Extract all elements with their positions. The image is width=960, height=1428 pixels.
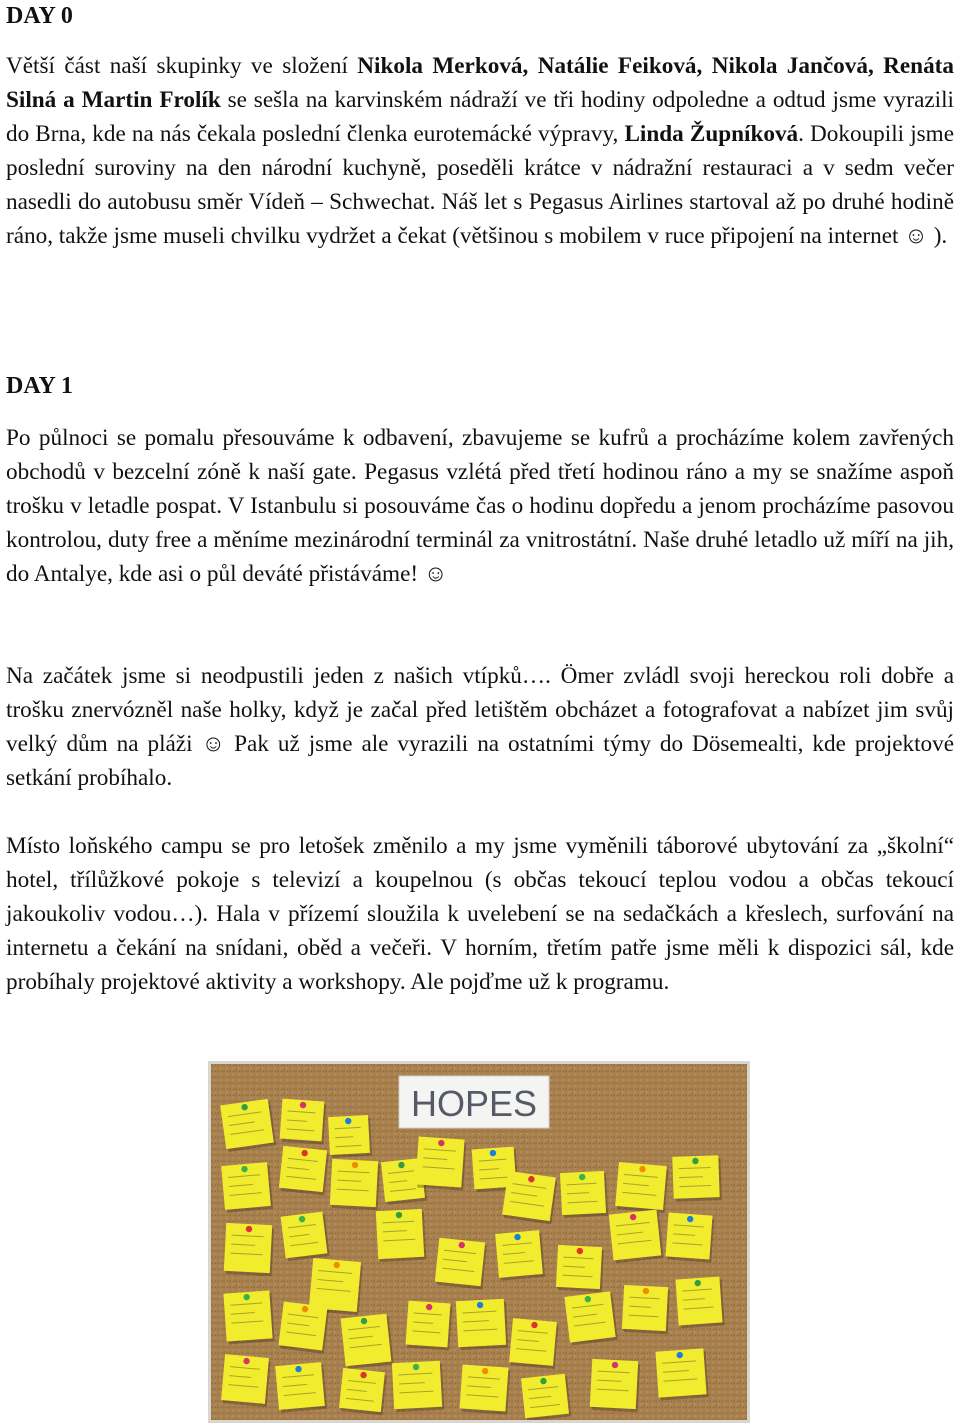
paragraph-text-run: se sešla na karvinském nádraží ve tři hodiny odpoledne a odtud jsme vyrazili do Brna, kde na nás čekala poslední členka eurotemácké výpravy,: [6, 87, 954, 147]
sticky-note: [521, 1374, 571, 1420]
hopes-sign-text: HOPES: [410, 1083, 538, 1124]
heading-day-1: DAY 1: [6, 373, 73, 399]
sticky-note: [221, 1162, 273, 1213]
paragraph-day1-1: Po půlnoci se pomalu přesouváme k odbavení, zbavujeme se kufrů a procházíme kolem zavřených obchodů v bezcelní zóně k naší gate. Pegasus vzlétá před třetí hodinou ráno a my se snažíme aspoň trošku v letadle pospat. V Istanbulu si posouváme čas o hodinu dopředu a jenom procházíme pasovou kontrolou, duty free a měníme mezinárodní terminál za vnitrostátní. Naše druhé letadlo už míří na jih, do Antalye, kde asi o půl deváté přistáváme! ☺: [6, 425, 954, 587]
sticky-note: [221, 1354, 271, 1407]
sticky-note: [609, 1209, 664, 1263]
sticky-note: [279, 1146, 329, 1196]
sticky-note: [675, 1276, 724, 1328]
sticky-note: [278, 1301, 329, 1353]
paragraph-text-run: Větší část naší skupinky ve složení: [6, 53, 358, 79]
paragraph-day1-2: Na začátek jsme si neodpustili jeden z našich vtípků…. Ömer zvládl svoji hereckou roli dobře a trošku znervózněl naše holky, když je začal před letištěm obcházet a fotografovat a nabízet jim svůj velký dům na pláži ☺ Pak už jsme ale vyrazili na ostatními týmy do Dösemealti, kde projektové setkání probíhalo.: [6, 663, 954, 791]
sticky-note: [223, 1290, 274, 1344]
sticky-note: [279, 1099, 326, 1145]
sticky-note: [622, 1285, 670, 1334]
sticky-note: [224, 1223, 275, 1276]
sticky-note: [328, 1115, 372, 1158]
sticky-note: [665, 1213, 714, 1263]
sticky-note: [495, 1230, 545, 1281]
heading-day-0: DAY 0: [6, 3, 73, 29]
sticky-note: [556, 1245, 604, 1292]
sticky-note: [376, 1209, 427, 1262]
sticky-note: [655, 1348, 708, 1400]
sticky-note: [330, 1159, 380, 1210]
sticky-note: [220, 1099, 276, 1153]
paragraph-text-run: . Dokoupili jsme poslední suroviny na den národní kuchyně, poseděli krátce v nádražní restauraci a v sedm večer nasedli do autobusu směr Vídeň – Schwechat. Náš let s Pegasus Airlines startoval až po druhé hodině ráno, takže jsme museli chvilku vydržet a čekat (většinou s mobilem v ruce připojení na internet ☺ ).: [6, 121, 954, 249]
bold-names: Linda Župníková: [624, 121, 799, 147]
sticky-note: [415, 1136, 466, 1190]
bold-names: Nikola Merková, Natálie Feiková, Nikola Jančová, Renáta Silná a Martin Frolík: [6, 53, 954, 113]
sticky-note: [590, 1359, 641, 1412]
sticky-note: [564, 1291, 618, 1345]
sticky-note: [435, 1238, 488, 1290]
sticky-note: [275, 1362, 327, 1413]
sticky-note: [392, 1361, 444, 1413]
hopes-board-photo: [208, 1061, 750, 1423]
sticky-note: [672, 1155, 722, 1202]
sticky-note: [509, 1318, 559, 1369]
sticky-note: [459, 1364, 510, 1414]
sticky-note: [341, 1314, 394, 1370]
paragraph-day1-3: Místo loňského campu se pro letošek změnilo a my jsme vyměnili táborové ubytování za „školní“ hotel, třílůžkové pokoje s televizí a koupelnou (s občas tekoucí teplou vodou a občas tekoucí jakoukoliv vodou…). Hala v přízemí sloužila k uvelebení se na sedačkách a křeslech, surfování na internetu a čekání na snídani, oběd a večeři. V horním, třetím patře jsme měli k dispozici sál, kde probíhaly projektové aktivity a workshopy. Ale pojďme už k programu.: [6, 833, 954, 995]
hopes-sign: [399, 1076, 549, 1128]
cork-board-image: [211, 1064, 747, 1420]
paragraph-day0-1: [6, 49, 954, 253]
sticky-note: [502, 1171, 558, 1225]
sticky-note: [615, 1162, 669, 1213]
sticky-note: [456, 1299, 508, 1351]
sticky-note: [560, 1171, 608, 1218]
sticky-note: [405, 1301, 452, 1351]
sticky-note: [281, 1211, 330, 1261]
sticky-note: [339, 1368, 387, 1415]
